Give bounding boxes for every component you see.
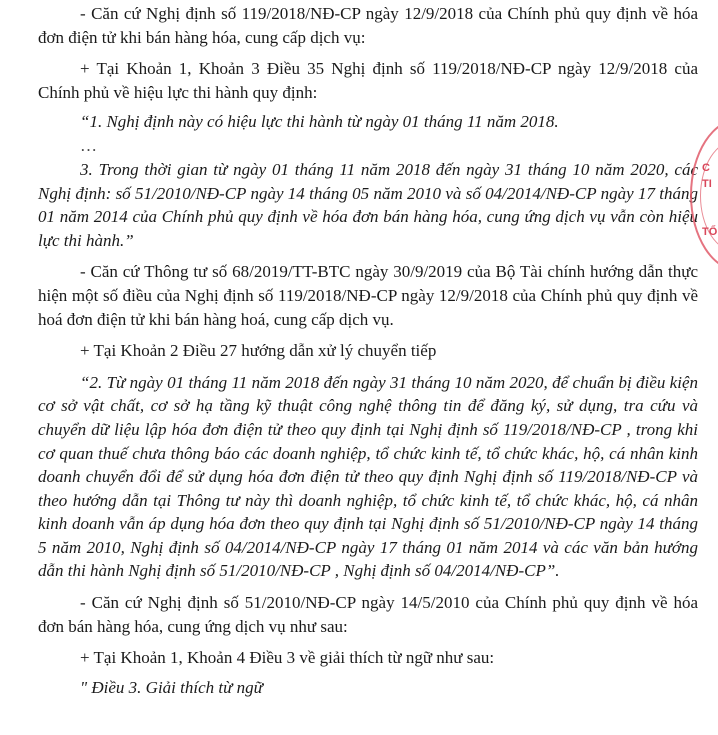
paragraph-quote-definitions: " Điều 3. Giải thích từ ngữ: [80, 677, 263, 697]
paragraph-quote-effective-date: “1. Nghị định này có hiệu lực thi hành từ ngày 01 tháng 11 năm 2018.: [80, 112, 559, 132]
paragraph-ellipsis: …: [80, 135, 97, 155]
paragraph-quote-transition: 3. Trong thời gian từ ngày 01 tháng 11 năm 2018 đến ngày 31 tháng 10 năm 2020, các Nghị định: số 51/2010/NĐ-CP ngày 14 tháng 05 năm 2010 và số 04/2014/NĐ-CP ngày 17 tháng 01 năm 2014 của Chính phủ quy định về hóa đơn bán hàng hóa, cung ứng dịch vụ vẫn còn hiệu lực thi hành.”: [38, 159, 698, 250]
red-seal-text: C TI TỔ: [702, 162, 718, 238]
paragraph-decree-51-basis: - Căn cứ Nghị định số 51/2010/NĐ-CP ngày 14/5/2010 của Chính phủ quy định về hóa đơn bán hàng hóa, cung ứng dịch vụ như sau:: [38, 593, 698, 636]
paragraph-article-3: + Tại Khoản 1, Khoản 4 Điều 3 về giải thích từ ngữ như sau:: [80, 648, 495, 668]
paragraph-decree-119-basis: - Căn cứ Nghị định số 119/2018/NĐ-CP ngày 12/9/2018 của Chính phủ quy định về hóa đơn điện tử khi bán hàng hóa, cung cấp dịch vụ:: [38, 4, 698, 47]
document-body: [38, 2, 698, 707]
paragraph-article-27: + Tại Khoản 2 Điều 27 hướng dẫn xử lý chuyển tiếp: [80, 341, 437, 361]
paragraph-circular-68-basis: - Căn cứ Thông tư số 68/2019/TT-BTC ngày 30/9/2019 của Bộ Tài chính hướng dẫn thực hiện một số điều của Nghị định số 119/2018/NĐ-CP ngày 12/9/2018 của Chính phủ quy định về hoá đơn điện tử khi bán hàng hoá, cung cấp dịch vụ.: [38, 262, 698, 329]
paragraph-article-35: + Tại Khoản 1, Khoản 3 Điều 35 Nghị định số 119/2018/NĐ-CP ngày 12/9/2018 của Chính phủ về hiệu lực thi hành quy định:: [38, 59, 698, 102]
paragraph-quote-transition-guidance: “2. Từ ngày 01 tháng 11 năm 2018 đến ngày 31 tháng 10 năm 2020, để chuẩn bị điều kiện cơ sở vật chất, cơ sở hạ tầng kỹ thuật công nghệ thông tin để đăng ký, sử dụng, tra cứu và chuyển dữ liệu lập hóa đơn điện tử theo quy định tại Nghị định số 119/2018/NĐ-CP , trong khi cơ quan thuế chưa thông báo các doanh nghiệp, tổ chức kinh tế, tổ chức khác, hộ, cá nhân kinh doanh chuyển đổi để sử dụng hóa đơn điện tử theo quy định Nghị định số 119/2018/NĐ-CP và theo hướng dẫn tại Thông tư này thì doanh nghiệp, tổ chức kinh tế, tổ chức khác, hộ, cá nhân kinh doanh vẫn áp dụng hóa đơn theo quy định tại Nghị định số 51/2010/NĐ-CP ngày 14 tháng 5 năm 2010, Nghị định số 04/2014/NĐ-CP ngày 17 tháng 01 năm 2014 và các văn bản hướng dẫn thi hành Nghị định số 51/2010/NĐ-CP , Nghị định số 04/2014/NĐ-CP”.: [38, 372, 698, 581]
